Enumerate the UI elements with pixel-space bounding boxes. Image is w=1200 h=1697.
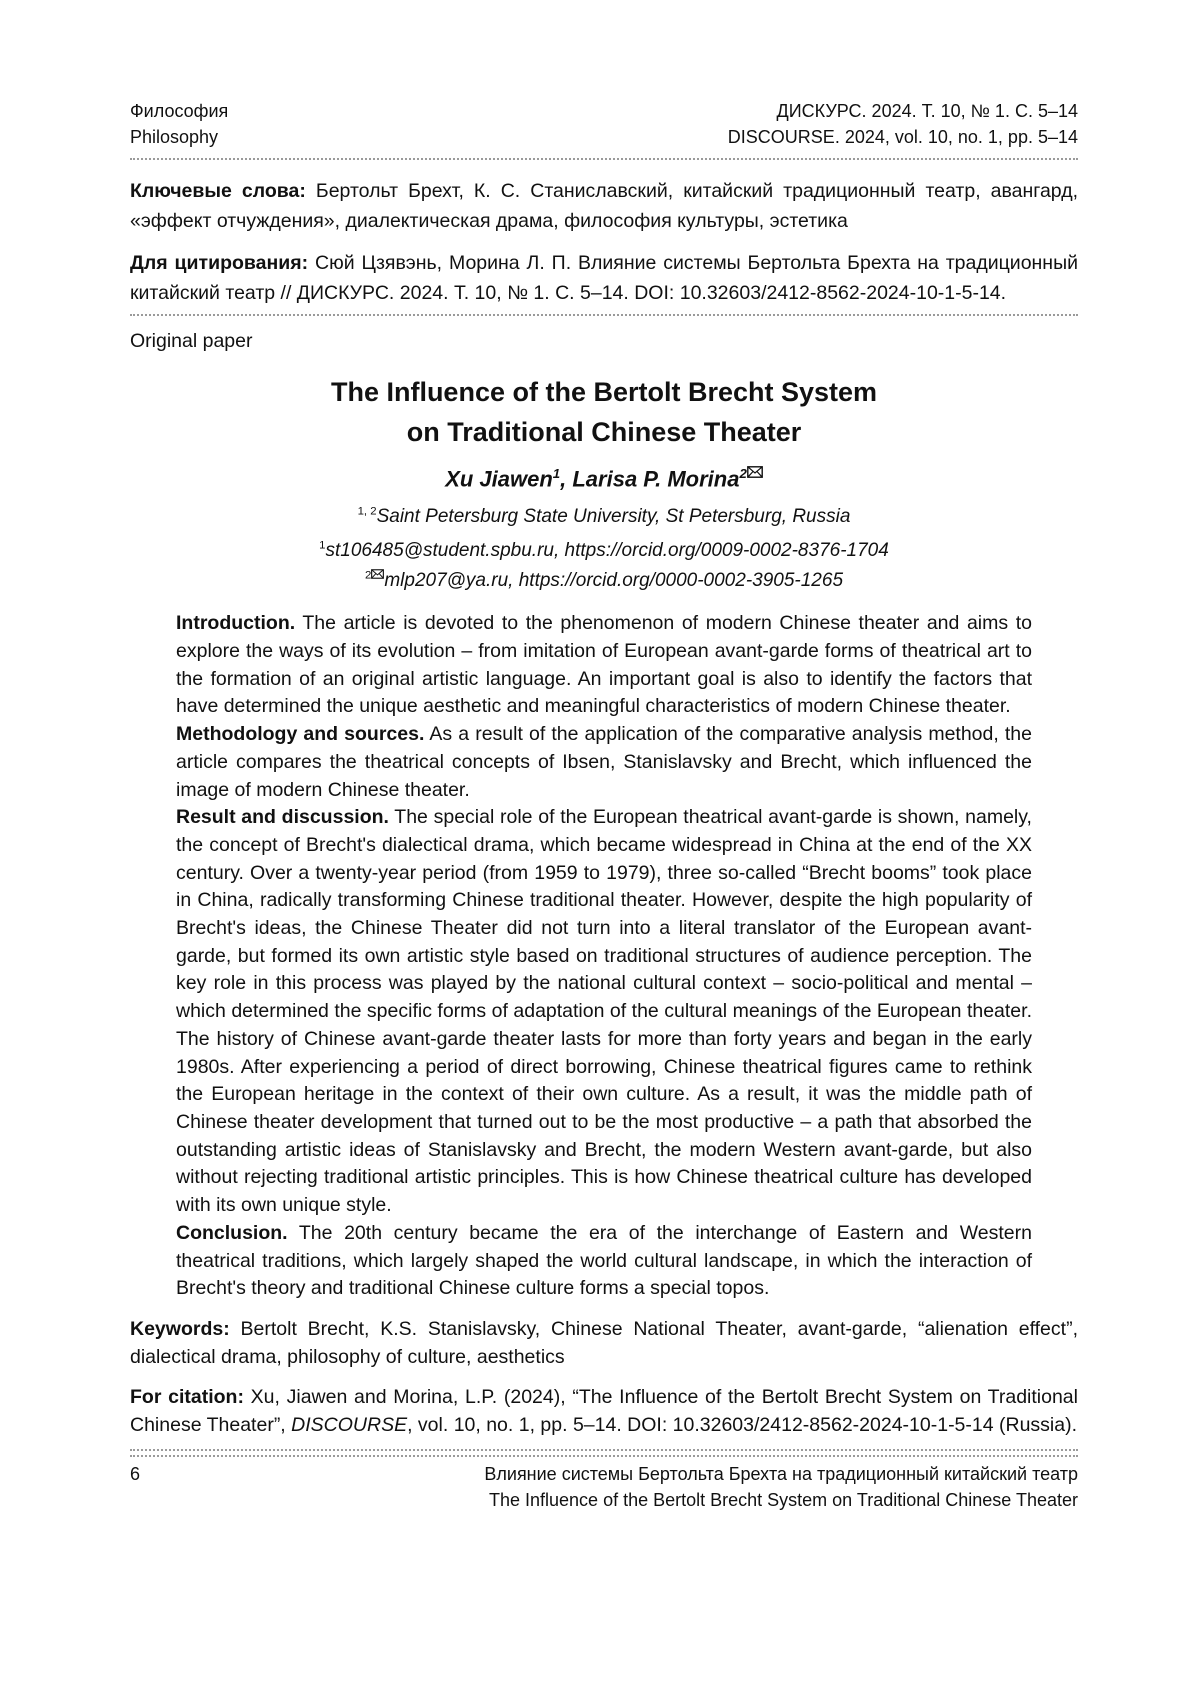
keywords-ru-label: Ключевые слова:	[130, 180, 306, 202]
envelope-icon	[747, 466, 763, 478]
citation-ru	[130, 248, 1078, 308]
page-number: 6	[130, 1463, 141, 1484]
author-1-sup: 1	[552, 466, 561, 481]
affiliation-text: Saint Petersburg State University, St Petersburg, Russia	[376, 506, 851, 528]
citation-en-label: For citation:	[130, 1385, 244, 1408]
results-label: Result and discussion.	[176, 806, 389, 829]
citation-ru-text: Сюй Цзявэнь, Морина Л. П. Влияние системы Бертольта Брехта на традиционный китайский театр // ДИСКУРС. 2024. Т. 10, № 1. С. 5–14. DOI: 10.32603/2412-8562-2024-10-1-5-14.	[130, 252, 1078, 304]
contact-2	[130, 566, 1078, 596]
running-header	[130, 98, 1078, 150]
citation-en	[130, 1383, 1078, 1439]
header-left	[130, 98, 228, 150]
introduction-label: Introduction.	[176, 612, 296, 635]
keywords-en-label: Keywords:	[130, 1317, 230, 1340]
abstract-results	[176, 804, 1032, 1220]
header-right	[728, 98, 1078, 150]
affiliation	[130, 502, 1078, 532]
header-divider	[130, 158, 1078, 160]
journal-ref-ru: ДИСКУРС. 2024. Т. 10, № 1. С. 5–14	[776, 101, 1078, 121]
footer-title-ru: Влияние системы Бертольта Брехта на традиционный китайский театр	[484, 1463, 1078, 1484]
footer-right	[484, 1461, 1078, 1513]
author-2: Larisa P. Morina	[572, 466, 740, 492]
conclusion-label: Conclusion.	[176, 1221, 288, 1244]
paper-type: Original paper	[130, 330, 253, 352]
contact-1-sup: 1	[319, 540, 326, 552]
keywords-en-text: Bertolt Brecht, K.S. Stanislavsky, Chinese National Theater, avant-garde, “alienation effect”, dialectical drama, philosophy of culture, aesthetics	[130, 1317, 1078, 1368]
keywords-ru	[130, 176, 1078, 236]
title-line-2: on Traditional Chinese Theater	[406, 417, 802, 447]
footer-title-en: The Influence of the Bertolt Brecht System on Traditional Chinese Theater	[489, 1489, 1078, 1510]
title-line-1: The Influence of the Bertolt Brecht System	[330, 377, 878, 407]
journal-ref-en: DISCOURSE. 2024, vol. 10, no. 1, pp. 5–14	[727, 127, 1078, 147]
citation-en-journal: DISCOURSE	[291, 1413, 408, 1436]
introduction-text: The article is devoted to the phenomenon of modern Chinese theater and aims to explore the ways of its evolution – from imitation of European avant-garde forms of theatrical art to the formation of an original artistic language. An important goal is also to identify the factors that have determined the unique aesthetic and meaningful characteristics of modern Chinese theater.	[176, 612, 1032, 718]
envelope-icon	[371, 569, 384, 579]
section-name-en: Philosophy	[130, 127, 219, 147]
contact-1	[130, 536, 1078, 566]
running-footer	[130, 1461, 1078, 1513]
author-2-sup: 2	[739, 466, 747, 481]
abstract-conclusion	[176, 1220, 1032, 1303]
abstract-introduction	[176, 610, 1032, 721]
affiliation-sup: 1, 2	[357, 506, 377, 518]
footer-divider	[130, 1449, 1078, 1457]
methodology-text: As a result of the application of the comparative analysis method, the article compares the theatrical concepts of Ibsen, Stanislavsky and Brecht, which influenced the image of modern Chinese theater.	[176, 723, 1032, 801]
article-page	[130, 98, 1078, 1513]
citation-en-text-before: Xu, Jiawen and Morina, L.P. (2024), “The Influence of the Bertolt Brecht System on Traditional Chinese Theater”,	[130, 1385, 1078, 1436]
section-name-ru: Философия	[130, 101, 229, 121]
citation-en-text-after: , vol. 10, no. 1, pp. 5–14. DOI: 10.32603/2412-8562-2024-10-1-5-14 (Russia).	[407, 1413, 1078, 1436]
contact-1-text: st106485@student.spbu.ru, https://orcid.org/0009-0002-8376-1704	[325, 540, 889, 562]
citation-divider	[130, 314, 1078, 316]
contact-2-sup: 2	[364, 570, 372, 582]
methodology-label: Methodology and sources.	[176, 723, 425, 746]
author-separator: ,	[560, 466, 573, 492]
keywords-en	[130, 1315, 1078, 1371]
keywords-ru-text: Бертольт Брехт, К. С. Станиславский, китайский традиционный театр, авангард, «эффект отчуждения», диалектическая драма, философия культуры, эстетика	[130, 180, 1078, 232]
conclusion-text: The 20th century became the era of the interchange of Eastern and Western theatrical traditions, which largely shaped the world cultural landscape, in which the interaction of Brecht's theory and traditional Chinese culture forms a special topos.	[176, 1221, 1032, 1300]
authors	[130, 466, 1078, 492]
results-text: The special role of the European theatrical avant-garde is shown, namely, the concept of Brecht's dialectical drama, which became widespread in China at the end of the XX century. Over a twenty-year period (from 1959 to 1979), three so-called “Brecht booms” took place in China, radically transforming Chinese traditional theater. However, despite the high popularity of Brecht's ideas, the Chinese Theater did not turn into a literal translator of the European avant-garde, but formed its own artistic style based on traditional structures of audience perception. The key role in this process was played by the national cultural context – socio-political and mental – which determined the specific forms of adaptation of the cultural meanings of the European theater. The history of Chinese avant-garde theater lasts for more than forty years and began in the early 1980s. After experiencing a period of direct borrowing, Chinese theatrical figures came to rethink the European heritage in the context of their own culture. As a result, it was the middle path of Chinese theater development that turned out to be the most productive – a path that absorbed the outstanding artistic ideas of Stanislavsky and Brecht, the modern Western avant-garde, but also without rejecting traditional artistic principles. This is how Chinese theatrical culture has developed with its own unique style.	[176, 806, 1032, 1217]
citation-ru-label: Для цитирования:	[130, 252, 309, 274]
author-1: Xu Jiawen	[445, 466, 553, 492]
contact-2-text: mlp207@ya.ru, https://orcid.org/0000-0002-3905-1265	[384, 570, 844, 592]
abstract	[176, 610, 1032, 1303]
article-title	[130, 372, 1078, 452]
abstract-methodology	[176, 721, 1032, 804]
